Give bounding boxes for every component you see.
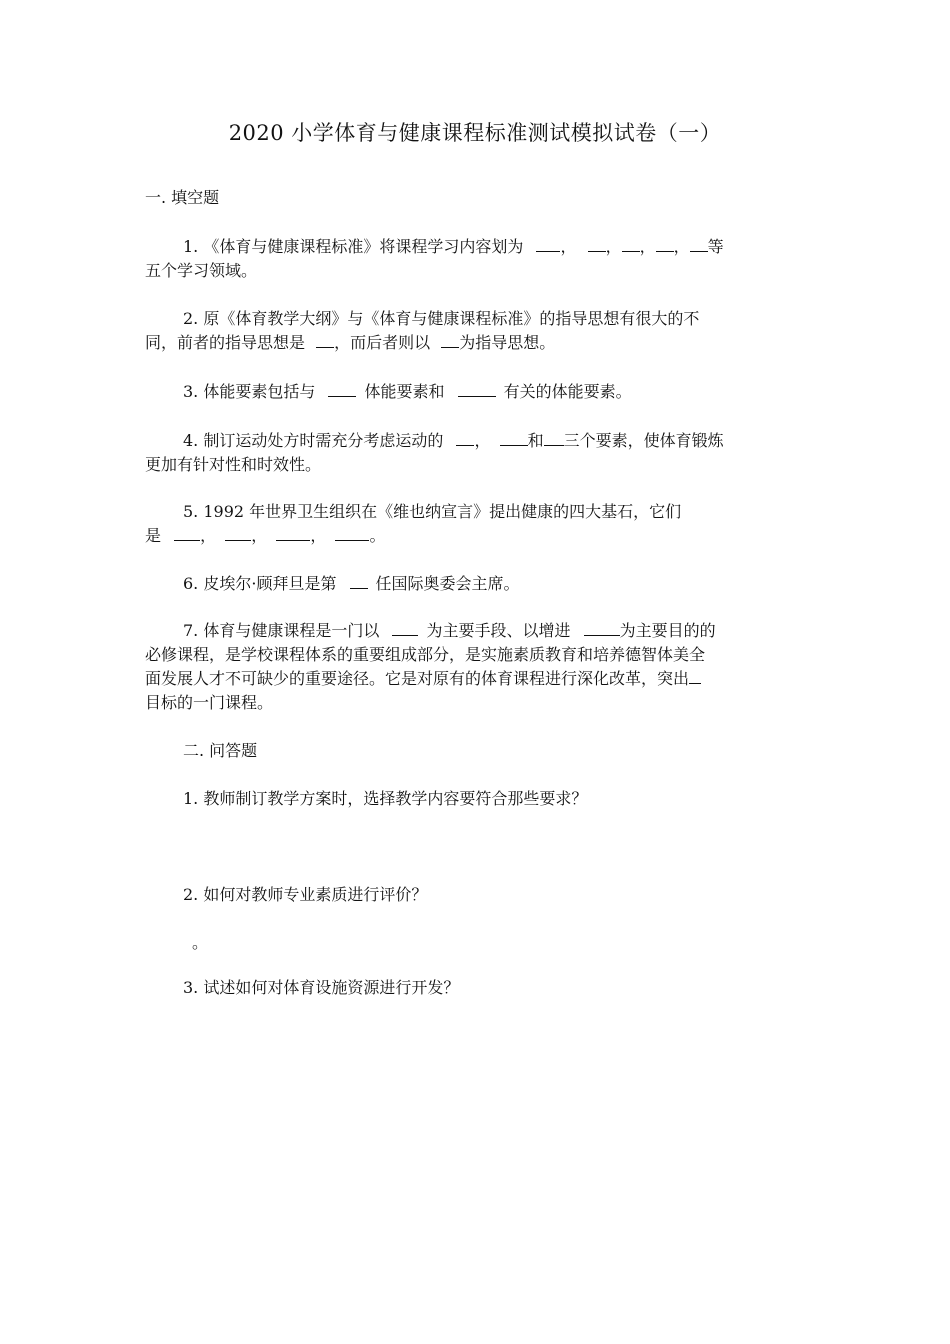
question-5-line-1: 5. 1992 年世界卫生组织在《维也纳宣言》提出健康的四大基石，它们: [183, 502, 682, 521]
stray-period: 。: [192, 933, 209, 952]
question-2-text: 为指导思想。: [459, 333, 556, 352]
question-1-text-end: 等: [707, 237, 724, 256]
answer-blank: [392, 621, 418, 636]
answer-blank: [500, 431, 528, 446]
question-5-text: 是: [145, 526, 162, 545]
question-6-text: 任国际奥委会主席。: [375, 574, 520, 593]
section-heading-fill-in: 一. 填空题: [145, 188, 220, 207]
question-5-line-2: [145, 524, 810, 548]
question-2-text: 同，前者的指导思想是: [145, 333, 306, 352]
answer-blank: [225, 526, 251, 541]
question-3-text: 3. 体能要素包括与: [183, 382, 316, 401]
question-1-line-2: 五个学习领域。: [145, 261, 258, 280]
question-7-text: 为主要手段、以增进: [426, 621, 571, 640]
question-3-text: 体能要素和: [364, 382, 445, 401]
question-7-text: 为主要目的的: [619, 621, 716, 640]
punctuation: ，: [673, 237, 690, 256]
question-7-text: 7. 体育与健康课程是一门以: [183, 621, 380, 640]
question-7-line-2: 必修课程，是学校课程体系的重要组成部分，是实施素质教育和培养德智体美全: [145, 645, 706, 664]
answer-blank: [622, 237, 640, 252]
punctuation: ，: [474, 431, 491, 450]
question-1-text: 1. 《体育与健康课程标准》将课程学习内容划为: [183, 237, 524, 256]
section-heading-short-answer: 二. 问答题: [183, 741, 258, 760]
question-3: [145, 380, 810, 404]
question-1-line-1: [145, 235, 810, 259]
answer-blank: [316, 333, 334, 348]
short-answer-question-3: 3. 试述如何对体育设施资源进行开发？: [183, 978, 460, 997]
question-7-line-1: [145, 619, 810, 643]
question-4-line-2: 更加有针对性和时效性。: [145, 455, 322, 474]
answer-blank: [689, 669, 701, 684]
page-title: 2020 小学体育与健康课程标准测试模拟试卷（一）: [228, 121, 722, 145]
punctuation: ，: [605, 237, 622, 256]
answer-blank: [656, 237, 674, 252]
answer-blank: [441, 333, 459, 348]
question-6-text: 6. 皮埃尔·顾拜旦是第: [183, 574, 337, 593]
punctuation: ，: [310, 526, 327, 545]
answer-blank: [350, 574, 368, 589]
answer-blank: [584, 621, 620, 636]
short-answer-question-1: 1. 教师制订教学方案时，选择教学内容要符合那些要求？: [183, 789, 588, 808]
question-4-line-1: [145, 429, 810, 453]
question-2-line-1: 2. 原《体育教学大纲》与《体育与健康课程标准》的指导思想有很大的不: [183, 309, 700, 328]
punctuation: ，: [251, 526, 268, 545]
question-2-text: ，而后者则以: [334, 333, 431, 352]
question-7-text: 面发展人才不可缺少的重要途径。它是对原有的体育课程进行深化改革，突出: [145, 669, 690, 688]
punctuation: 。: [369, 526, 386, 545]
question-2-line-2: [145, 331, 810, 355]
question-7-line-4: 目标的一门课程。: [145, 693, 274, 712]
answer-blank: [458, 382, 496, 397]
answer-blank: [174, 526, 200, 541]
punctuation: ，: [639, 237, 656, 256]
question-4-text: 和: [527, 431, 544, 450]
punctuation: ，: [200, 526, 217, 545]
answer-blank: [690, 237, 708, 252]
question-6: [145, 572, 810, 596]
answer-blank: [544, 431, 564, 446]
short-answer-question-2: 2. 如何对教师专业素质进行评价？: [183, 885, 428, 904]
question-7-line-3: [145, 667, 810, 691]
answer-blank: [335, 526, 369, 541]
punctuation: ，: [560, 237, 577, 256]
answer-blank: [456, 431, 474, 446]
answer-blank: [276, 526, 310, 541]
question-3-text: 有关的体能要素。: [503, 382, 632, 401]
question-4-text: 4. 制订运动处方时需充分考虑运动的: [183, 431, 444, 450]
answer-blank: [328, 382, 356, 397]
question-4-text: 三个要素，使体育锻炼: [563, 431, 724, 450]
answer-blank: [536, 237, 560, 252]
answer-blank: [588, 237, 606, 252]
